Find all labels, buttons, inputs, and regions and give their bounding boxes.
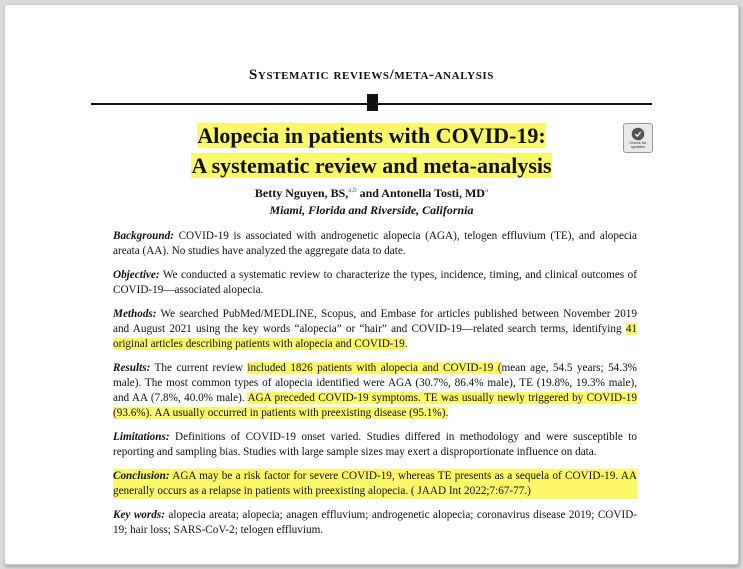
affiliation: Miami, Florida and Riverside, California — [269, 203, 474, 217]
limitations-heading: Limitations: — [113, 431, 170, 443]
methods-text: We searched PubMed/MEDLINE, Scopus, and Embase for articles published between November 2019 and August 2021 using the key words “alopecia” or “hair” and COVID-19—related search terms, identifying — [113, 308, 637, 335]
author-line — [5, 186, 738, 201]
limitations-text: Definitions of COVID-19 onset varied. Studies differed in methodology and were susceptible to reporting and sampling bias. Studies with large sample sizes may exert a disproportionate influence on data. — [113, 431, 637, 458]
header-rule-marker — [367, 94, 378, 111]
limitations-paragraph — [113, 430, 637, 460]
author-2-affil-link[interactable]: a — [484, 186, 489, 194]
abstract — [113, 229, 637, 547]
keywords-paragraph — [113, 508, 637, 538]
conclusion-paragraph — [113, 469, 637, 499]
title-line-2: A systematic review and meta-analysis — [191, 153, 552, 178]
author-1: Betty Nguyen, BS, — [254, 186, 349, 200]
check-for-updates-badge[interactable] — [623, 123, 653, 153]
badge-label: Check for updates — [629, 140, 647, 149]
keywords-heading: Key words: — [113, 509, 165, 521]
objective-heading: Objective: — [113, 269, 160, 281]
title-line-1: Alopecia in patients with COVID-19: — [197, 123, 546, 148]
background-paragraph — [113, 229, 637, 259]
methods-heading: Methods: — [113, 308, 157, 320]
author-2: and Antonella Tosti, MD — [356, 186, 485, 200]
results-highlight-1: included 1826 patients with alopecia and COVID-19 ( — [247, 362, 502, 374]
conclusion-heading: Conclusion: — [113, 470, 170, 482]
methods-paragraph — [113, 307, 637, 352]
results-highlight-2: AGA preceded COVID-19 symptoms. TE was usually newly triggered by COVID-19 (93.6%). AA usually occurred in patients with preexisting disease (95.1%). — [113, 392, 637, 419]
methods-end: . — [404, 338, 408, 350]
results-paragraph — [113, 361, 637, 421]
results-heading: Results: — [113, 362, 151, 374]
document-page — [4, 4, 739, 565]
bookmark-check-icon — [631, 127, 645, 141]
keywords-text: alopecia areata; alopecia; anagen effluvium; androgenetic alopecia; coronavirus disease 2019; COVID-19; hair loss; SARS-CoV-2; telogen effluvium. — [113, 509, 637, 536]
background-heading: Background: — [113, 230, 174, 242]
section-label: Systematic reviews/meta-analysis — [248, 67, 495, 83]
methods-highlight: 41 original articles describing patients with alopecia and COVID-19 — [113, 323, 637, 350]
objective-text: We conducted a systematic review to characterize the types, incidence, timing, and clinical outcomes of COVID-19—associated alopecia. — [113, 269, 637, 296]
results-pre: The current review — [150, 362, 248, 374]
author-1-affil-link[interactable]: a,b — [348, 186, 357, 194]
background-text: COVID-19 is associated with androgenetic alopecia (AGA), telogen effluvium (TE), and alopecia areata (AA). No studies have analyzed the aggregate data to date. — [113, 230, 637, 257]
conclusion-text: AGA may be a risk factor for severe COVID-19, whereas TE presents as a sequela of COVID-19. AA generally occurs as a relapse in patients with preexisting alopecia. ( JAAD Int 2022;7:67-77.) — [113, 470, 637, 497]
objective-paragraph — [113, 268, 637, 298]
results-mid: mean age, 54.5 years; 54.3% male). The most common types of alopecia identified were AGA (30.7%, 86.4% male), TE (19.8%, 19.3% male), and AA (7.8%, 40.0% male). — [113, 362, 637, 404]
